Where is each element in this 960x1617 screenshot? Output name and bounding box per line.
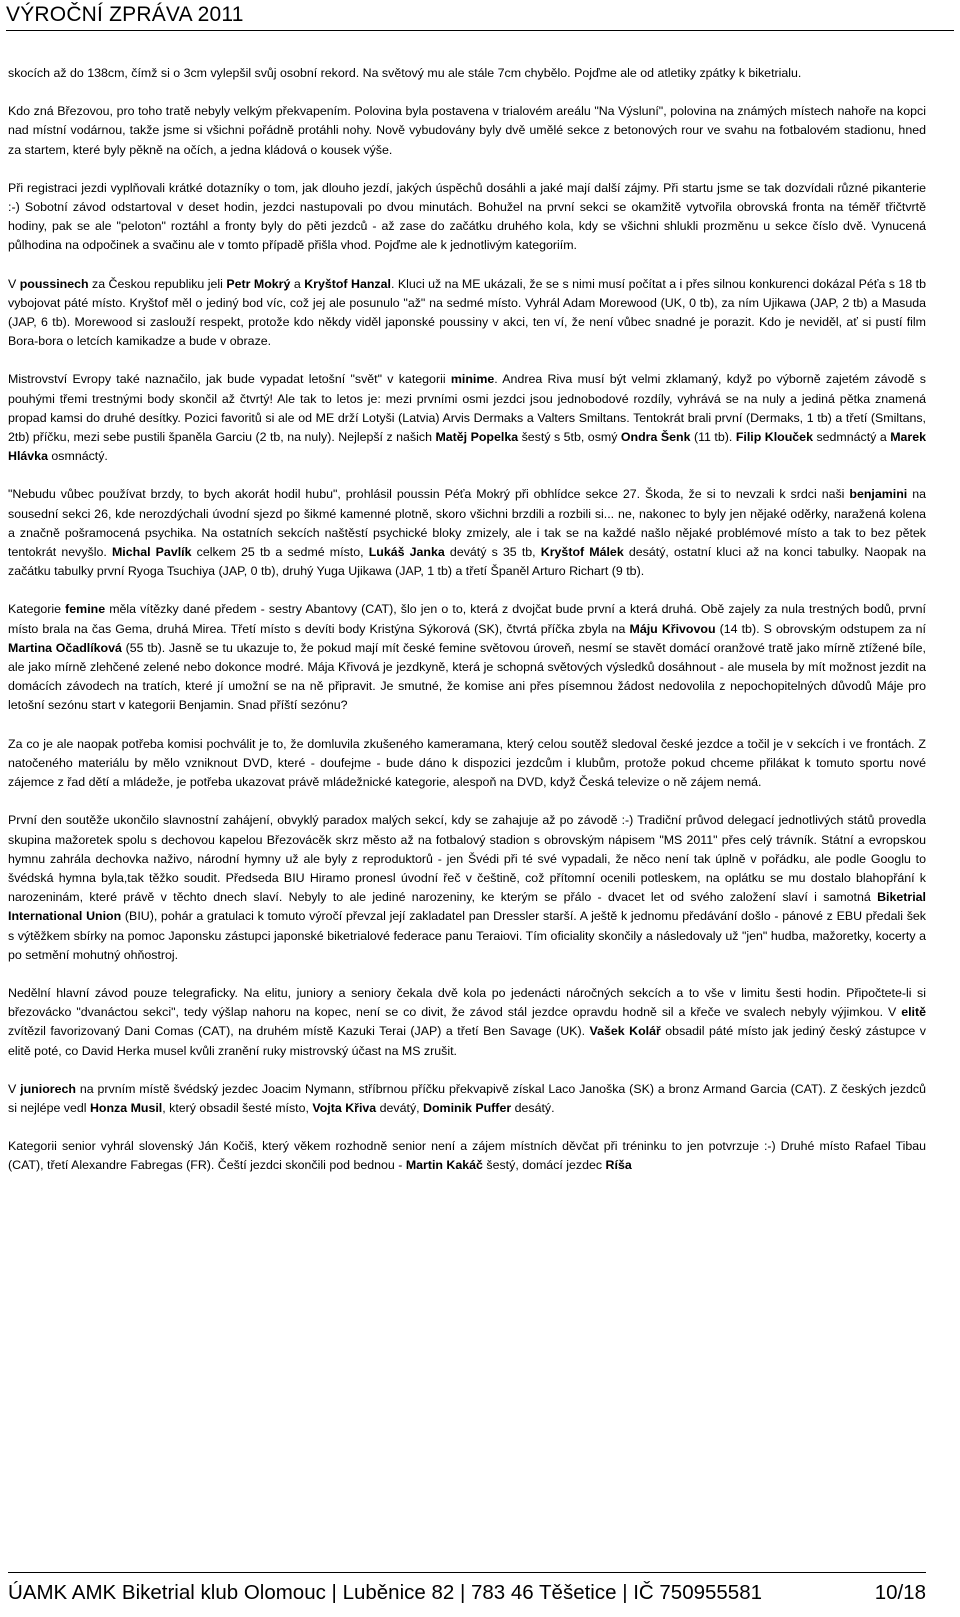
text: celkem 25 tb a sedmé místo, [191,545,369,560]
text: osmnáctý. [47,449,108,464]
bold-text: Máju Křivovou [629,621,716,636]
text: Mistrovství Evropy také naznačilo, jak bude vypadat letošní "svět" v kategorii [8,372,451,387]
bold-text: Biketrial International Union [8,890,926,924]
paragraph [8,600,926,715]
text: Kdo zná Březovou, pro toho tratě nebyly velkým překvapením. Polovina byla postavena v trialovém areálu "Na Výsluní", polovina na známých místech nahoře na kopci nad místní vodárnou, takže jsme si všichni pořádně protáhli nohy. Nově vybudovány byly dvě umělé sekce z betonových rour ve svahu na fotbalovém stadionu, hned za startem, které byly pěkně na očích, a jedna kládová o kousek výše. [8,104,926,157]
bold-text: Ondra Šenk [620,430,691,445]
text: desátý. [511,1100,555,1115]
page-header [6,2,954,31]
text: "Nebudu vůbec používat brzdy, to bych akorát hodil hubu", prohlásil poussin Péťa Mokrý při obhlídce sekce 27. Škoda, že si to nevzali k srdci naši [8,487,850,502]
text: Kategorii senior vyhrál slovenský Ján Kočiš, který věkem rozhodně senior není a zájem místních děvčat při tréninku to jen potvrzuje :-) Druhé místo Rafael Tibau (CAT), třetí Alexandre Fabregas (FR). Čeští jezdci skončili pod bednou - [8,1139,926,1173]
text: devátý s 35 tb, [444,545,541,560]
text: (11 tb). [690,430,736,445]
paragraph [8,811,926,965]
footer-address: ÚAMK AMK Biketrial klub Olomouc | Luběnice 82 | 783 46 Těšetice | IČ 750955581 [8,1581,763,1604]
text: , který obsadil šesté místo, [162,1100,313,1115]
report-title: VÝROČNÍ ZPRÁVA 2011 [6,3,244,26]
paragraph [8,1080,926,1118]
text: . Kluci už na ME ukázali, že se s nimi musí počítat a i přes silnou konkurenci dokázal Péťa s 18 tb vybojovat páté místo. Kryštof měl o jediný bod víc, což jej ale posunulo "až" na sedmé místo. Vyhrál Adam Morewood (UK, 0 tb), za ním Ujikawa (JAP, 2 tb) a Masuda (JAP, 6 tb). Morewood si zaslouží respekt, protože kdo někdy viděl japonské poussiny v akci, ten ví, že není vůbec snadné je porazit. Kdo je neviděl, ať si pustí film Bora-bora o letcích kamikadze a bude v obraze. [8,276,926,349]
text: V [8,1081,21,1096]
paragraph [8,64,926,83]
text: Při registraci jezdi vyplňovali krátké dotazníky o tom, jak dlouho jezdí, jakých úspěchů dosáhli a jaké mají další zájmy. Při startu jsme se tak dozvídali různé pikanterie :-) Sobotní závod odstartoval v deset hodin, jezdci nastupovali po dvou minutách. Bohužel na první sekci se okamžitě vytvořila obrovská fronta na téměř třičtvrtě hodiny, pak se ale "peloton" roztáhl a fronty byly do pěti jezdců - až zase do začátku druhého kola, kdy se všichni shlukli prozměnu u sekce číslo dvě. Vynucená půlhodina na odpočinek a svačinu ale v tomto případě přišla vhod. Pojďme ale k jednotlivým kategoriím. [8,180,926,253]
text: sedmnáctý a [812,430,891,445]
paragraph [8,735,926,793]
bold-text: Petr Mokrý [226,276,291,291]
bold-text: elitě [901,1005,926,1020]
bold-text: benjamini [849,487,908,502]
bold-text: Marek Hlávka [8,430,927,464]
bold-text: Filip Klouček [735,430,813,445]
bold-text: Honza Musil [89,1100,163,1115]
paragraph [8,179,926,256]
bold-text: Lukáš Janka [368,545,445,560]
paragraph [8,370,926,466]
text: . Andrea Riva musí být velmi zklamaný, když po výborně zajetém závodě s pouhými třemi trestnými body skončil až čtvrtý! Ale tak to letos je: mezi prvními osmi jezdci jsou jednobodové rozdíly, vyhrává se na nuly a jediná pětka znamená propad kamsi do druhé desítky. Pozici favoritů si ale od ME drží Lotyši (Latvia) Arvis Dermaks a Valters Smiltans. Tentokrát brali první (Dermaks, 1 tb) a třetí (Smiltans, 2tb) příčku, mezi sebe pustili španěla Garciu (2 tb, na nuly). Nejlepší z našich [8,372,926,445]
text: Za co je ale naopak potřeba komisi pochválit je to, že domluvila zkušeného kameramana, který celou soutěž sledoval české jezdce a točil je v sekcích i ve frontách. Z natočeného materiálu by mělo vzniknout DVD, které - doufejme - bude dáno k dispozici jezdcům i klubům, protože pokud chceme přilákat k tomuto sportu nové zájemce z řad dětí a mládeže, je potřeba ukazovat právě mládežnické kategorie, alespoň na DVD, když Česká televize o ně zájem nemá. [8,736,926,790]
bold-text: Michal Pavlík [111,545,192,560]
text: První den soutěže ukončilo slavnostní zahájení, obvyklý paradox malých sekcí, kdy se zahajuje až po závodě :-) Tradiční průvod delegací jednotlivých států provedla skupina mažoretek spolu s dechovou kapelou Březovácěk skrz město až na fotbalový stadion s obrovským nápisem "MS 2011" přes celý trávník. Státní a evropskou hymnu zahrála dechovka naživo, národní hymny už ale byly z reproduktorů - jen Švédi při té své vypadali, že něco není tak úplně v pořádku, ale podle Googlu to švédská hymna byla,tak těžko soudit. Předseda BIU Hiramo pronesl úvodní řeč v češtině, což přítomní ocenili potleskem, na oplátku se mu dostalo blahopřání k narozeninám, které právě v těchto dnech slaví. Nebyly to ale jediné narozeniny, ke kterým se přálo - dvacet let od svého založení slaví i samotná [8,813,926,905]
page-footer [8,1572,926,1613]
text: Nedělní hlavní závod pouze telegraficky. Na elitu, juniory a seniory čekala dvě kola po jedenácti náročných sekcích a to vše v limitu šesti hodin. Připočtete-li si březovácko "dvanáctou sekci", tedy výšlap nahoru na kopec, není se co divit, že závod stál jezdce opravdu hodně sil a křeče ve svalech nebyly výjimkou. V [8,985,926,1020]
bold-text: Vašek Kolář [589,1024,661,1039]
paragraph [8,485,926,581]
text: skocích až do 138cm, čímž si o 3cm vylepšil svůj osobní rekord. Na světový mu ale stále 7cm chybělo. Pojďme ale od atletiky zpátky k biketrialu. [8,66,802,80]
paragraph [8,984,926,1061]
article-body [8,64,926,1195]
bold-text: Kryštof Hanzal [304,276,391,291]
bold-text: femine [65,602,106,617]
bold-text: poussinech [19,276,89,291]
bold-text: Martin Kakáč [405,1158,483,1173]
text: Kategorie [8,602,66,617]
text: desátý, ostatní kluci až na konci tabulky. Naopak na začátku tabulky první Ryoga Tsuchiya (JAP, 0 tb), druhý Yuga Ujikawa (JAP, 1 tb) a třetí Španěl Arturo Richart (9 tb). [8,545,927,579]
bold-text: Vojta Křiva [312,1100,377,1115]
paragraph [8,102,926,160]
bold-text: Martina Očadlíková [8,640,122,655]
text: měla vítězky dané předem - sestry Abantovy (CAT), šlo jen o to, která z dvojčat bude první a která druhá. Obě zajely za nula trestných bodů, první místo brala na čas Gema, druhá Mirea. Třetí místo s devíti body Kristýna Sýkorová (SK), čtvrtá příčka zbyla na [8,602,926,636]
text: (55 tb). Jasně se tu ukazuje to, že pokud mají mít české femine světovou úroveň, nesmí se stavět domácí oranžové tratě jako mírně ztížené bíle, ale jako mírně zlehčené zelené nebo dokonce modré. Mája Křivová je jezdkyně, která je schopná světových výsledků dosáhnout - ale musela by mít možnost jezdit na domácích závodech na tratích, které jí umožní se na ně připravit. Je smutné, že komise ani přes písemnou žádost nedovolila z nepochopitelných důvodů Máje pro letošní sezónu start v kategorii Benjamin. Snad příští sezónu? [8,640,927,713]
text: (14 tb). S obrovským odstupem za ní [715,621,926,636]
paragraph [8,1137,926,1175]
paragraph [8,275,926,352]
page-number: 10/18 [874,1581,926,1604]
text: V [8,276,20,291]
text: na prvním místě švédský jezdec Joacim Nymann, stříbrnou příčku překvapivě získal Laco Janoška (SK) a bronz Armand Garcia (CAT). Z českých jezdců si nejlépe vedl [8,1081,926,1115]
text: devátý, [376,1100,424,1115]
bold-text: Kryštof Málek [540,545,624,560]
text: (BIU), pohár a gratulaci k tomuto výročí převzal její zakladatel pan Dressler starší. A ještě k jednomu předávání došlo - pánové z EBU předali šek s výtěžkem sbírky na pomoc Japonsku zástupci japonské biketrialové federace panu Teraiovi. Tím oficiality skončily a následovaly už "jen" hudba, mažoretky, kocerty a po setmění mohutný ohňostroj. [8,909,927,962]
text: na sousední sekci 26, kde nerozdýchali úvodní sjezd po šikmé kamenné plotně, skoro všichni brzdili a rozbili si... ne, nakonec to byly jen nějaké oděrky, naražená kolena a značně pošramocená psychika. Na ostatních sekcích naštěstí psychické bloky zmizely, ale i tak se na každé našlo nějaké problémové místo a tak to bez pětek tentokrát nevyšlo. [8,487,927,560]
text: zvítězil favorizovaný Dani Comas (CAT), na druhém místě Kazuki Terai (JAP) a třetí Ben Savage (UK). [8,1024,590,1039]
bold-text: juniorech [20,1081,76,1096]
text: šestý, domácí jezdec [482,1158,606,1173]
text: a [290,276,305,291]
text: obsadil páté místo jak jediný český zástupce v elitě poté, co David Herka musel kvůli zranění ruky mistrovský účast na MS zrušit. [8,1024,927,1058]
text: šestý s 5tb, osmý [518,430,621,445]
text: za Českou republiku jeli [88,276,227,291]
bold-text: Ríša [605,1158,632,1173]
bold-text: Dominik Puffer [423,1100,512,1115]
bold-text: Matěj Popelka [435,430,519,445]
bold-text: minime [450,372,495,387]
